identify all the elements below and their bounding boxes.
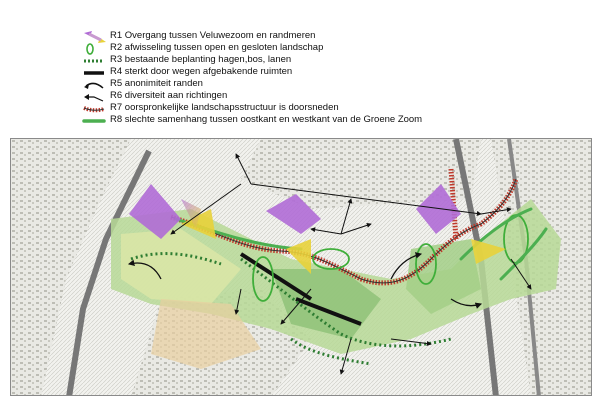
green-ellipse-icon <box>82 42 108 54</box>
legend-item-r3 <box>82 54 502 66</box>
legend-label: R7 oorspronkelijke landschapsstructuur is doorsneden <box>110 102 339 113</box>
black-thick-line-icon <box>82 66 108 78</box>
legend-item-r4 <box>82 66 502 78</box>
purple-yellow-double-arrow-icon <box>82 30 108 42</box>
legend-label: R5 anonimiteit randen <box>110 78 203 89</box>
legend-item-r7 <box>82 102 502 114</box>
legend-label: R8 slechte samenhang tussen oostkant en westkant van de Groene Zoom <box>110 114 423 125</box>
legend-item-r1 <box>82 30 502 42</box>
legend-label: R1 Overgang tussen Veluwezoom en randmeren <box>110 30 316 41</box>
legend-label: R6 diversiteit aan richtingen <box>110 90 228 101</box>
site-map <box>10 138 592 396</box>
legend-label: R3 bestaande beplanting hagen,bos, lanen <box>110 54 292 65</box>
legend-item-r5 <box>82 78 502 90</box>
legend-label: R4 sterkt door wegen afgebakende ruimten <box>110 66 293 77</box>
map-canvas <box>11 139 592 396</box>
legend-item-r2 <box>82 42 502 54</box>
legend-item-r8 <box>82 114 502 126</box>
black-curved-arrow-icon <box>82 78 108 90</box>
red-hatched-line-icon <box>82 102 108 114</box>
legend <box>82 30 502 126</box>
legend-item-r6 <box>82 90 502 102</box>
black-arrow-icon <box>82 90 108 102</box>
green-dotted-line-icon <box>82 54 108 66</box>
legend-label: R2 afwisseling tussen open en gesloten landschap <box>110 42 324 53</box>
green-thick-line-icon <box>82 114 108 126</box>
